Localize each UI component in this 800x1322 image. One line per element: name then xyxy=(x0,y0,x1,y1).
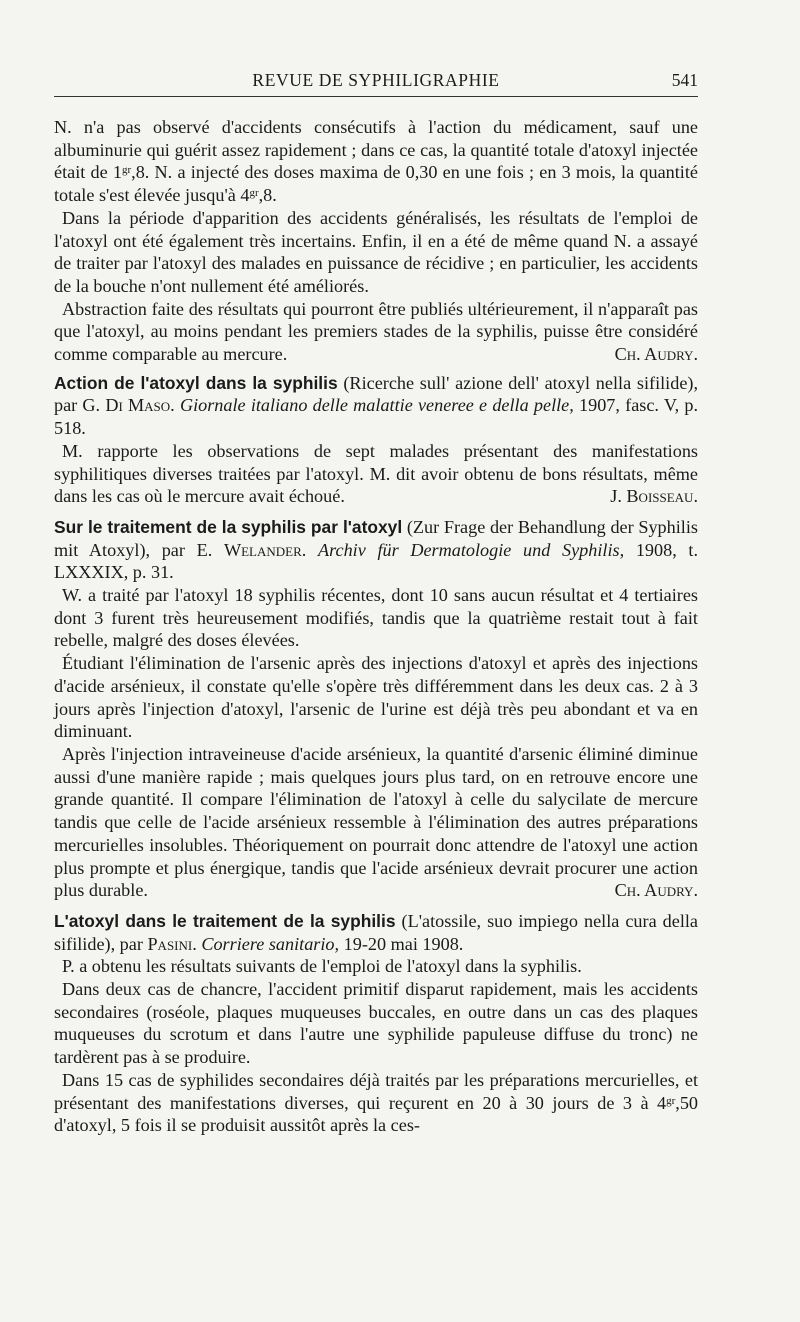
page-number: 541 xyxy=(671,70,698,90)
signature: Ch. Audry. xyxy=(614,880,698,901)
text-body xyxy=(54,116,698,1137)
entry-title: L'atoxyl dans le traitement de la syphilis xyxy=(54,910,396,931)
author: Pasini. xyxy=(147,933,197,954)
paragraph: Abstraction faite des résultats qui pourront être publiés ultérieurement, il n'apparaît pas que l'atoxyl, au moins pendant les premiers stades de la syphilis, puisse être considéré comme comparable au mercure. Ch. Audry. xyxy=(54,298,698,365)
paragraph: Étudiant l'élimination de l'arsenic après des injections d'atoxyl et après des injections d'acide arsénieux, il constate qu'elle s'opère très différemment dans les deux cas. 2 à 3 jours après l'injection d'atoxyl, l'arsenic de l'urine est déjà très peu abondant et va en diminuant. xyxy=(54,653,698,742)
journal-title: Corriere sanitario, xyxy=(201,933,340,954)
entry-heading: Action de l'atoxyl dans la syphilis (Ricerche sull' azione dell' atoxyl nella sifilide), par G. Di Maso. Giornale italiano delle malattie veneree e della pelle, 1907, fasc. V, p. 518. xyxy=(54,372,699,439)
author: Welander. xyxy=(223,539,307,560)
paragraph: Dans la période d'apparition des accidents généralisés, les résultats de l'emploi de l'atoxyl ont été également très incertains. Enfin, il en a été de même quand N. a assayé de traiter par l'atoxyl des malades en puissance de récidive ; en particulier, les accidents de la bouche n'ont nullement été améliorés. xyxy=(54,207,698,296)
entry-heading: L'atoxyl dans le traitement de la syphilis (L'atossile, suo impiego nella cura della sifilide), par Pasini. Corriere sanitario, 19-20 mai 1908. xyxy=(54,910,699,954)
paragraph: W. a traité par l'atoxyl 18 syphilis récentes, dont 10 sans aucun résultat et 4 tertiaires dont 3 furent très heureusement modifiés, tandis que la quatrième restait tout à fait rebelle, malgré des doses élevées. xyxy=(54,585,698,651)
paragraph: N. n'a pas observé d'accidents consécutifs à l'action du médicament, sauf une albuminurie qui guérit assez rapidement ; dans ce cas, la quantité totale d'atoxyl injectée était de $1^{gr},8$. N. a injecté des doses maxima de 0,30 en une fois ; en 3 mois, la quantité totale s'est élevée jusqu'à $4^{gr},8$. xyxy=(54,117,698,206)
running-header xyxy=(54,66,698,97)
entry-heading: Sur le traitement de la syphilis par l'atoxyl (Zur Frage der Behandlung der Syphilis mit Atoxyl), par E. Welander. Archiv für Dermatologie und Syphilis, 1908, t. LXXXIX, p. 31. xyxy=(54,516,699,583)
signature: J. Boisseau. xyxy=(610,486,698,507)
journal-title: Archiv für Dermatologie und Syphilis, xyxy=(317,539,625,560)
paragraph: Dans 15 cas de syphilides secondaires déjà traités par les préparations mercurielles, et présentant des manifestations diverses, qui reçurent en 20 à 30 jours de 3 à $4^{gr},50$ d'atoxyl, 5 fois il se produisit aussitôt après la ces- xyxy=(54,1069,698,1136)
signature: Ch. Audry. xyxy=(614,344,698,365)
running-title: REVUE DE SYPHILIGRAPHIE xyxy=(252,70,500,90)
entry-title: Action de l'atoxyl dans la syphilis xyxy=(54,372,338,393)
paragraph: P. a obtenu les résultats suivants de l'emploi de l'atoxyl dans la syphilis. xyxy=(62,956,582,977)
journal-title: Giornale italiano delle malattie veneree e della pelle, xyxy=(179,395,574,416)
entry-title: Sur le traitement de la syphilis par l'atoxyl xyxy=(54,516,403,537)
paragraph: Après l'injection intraveineuse d'acide arsénieux, la quantité d'arsenic éliminé diminue aussi d'une manière rapide ; mais quelques jours plus tard, on en retrouve encore une grande quantité. Il compare l'élimination de l'atoxyl à celle du salycilate de mercure tandis que celle de l'acide arsénieux ressemble à l'élimination des autres préparations mercurielles insolubles. Théoriquement on pourrait donc attendre de l'atoxyl une action plus prompte et plus énergique, tandis que l'acide arsénieux devrait procurer une action plus durable. Ch. Audry. xyxy=(54,743,698,901)
paragraph: Dans deux cas de chancre, l'accident primitif disparut rapidement, mais les accidents secondaires (roséole, plaques muqueuses buccales, en outre dans un cas des plaques muqueuses du scrotum et dans l'autre une syphilide papuleuse diffuse du tronc) ne tardèrent pas à se produire. xyxy=(54,979,698,1068)
author: Di Maso. xyxy=(105,395,175,416)
paragraph: M. rapporte les observations de sept malades présentant des manifestations syphilitiques diverses traitées par l'atoxyl. M. dit avoir obtenu de bons résultats, même dans les cas où le mercure avait échoué. J. Boisseau. xyxy=(54,440,698,507)
